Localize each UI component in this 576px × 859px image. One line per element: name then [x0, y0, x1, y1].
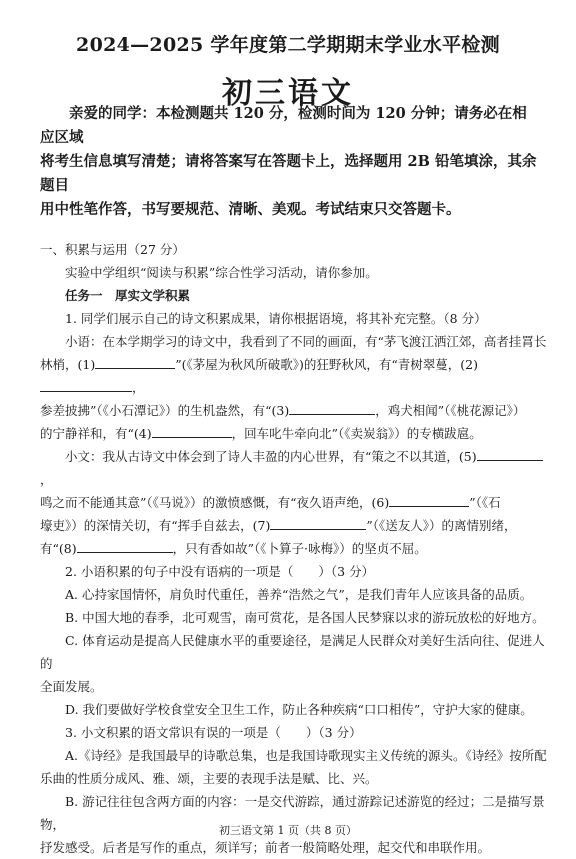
q2-option-c: C. 体育运动是提高人民健康水平的重要途径，是满足人民群众对美好生活向往、促进人的 — [40, 633, 545, 671]
text-run: 有“(8) — [40, 541, 77, 556]
notice-line: 将考生信息填写清楚；请将答案写在答题卡上，选择题用 2B 铅笔填涂，其余题目 — [40, 153, 537, 194]
q2-option-b: B. 中国大地的春季，北可观雪，南可赏花，是各国人民梦寐以求的游玩放松的好地方。 — [65, 610, 545, 625]
answer-blank-1[interactable] — [95, 354, 175, 369]
q3-option-a-cont: 乐曲的性质分成风、雅、颂，主要的表现手法是赋、比、兴。 — [40, 771, 378, 786]
section-heading: 一、积累与运用（27 分） — [40, 242, 185, 257]
question-3-stem: 3. 小文积累的语文常识有误的一项是（ ）（3 分） — [65, 725, 362, 740]
q1-xiaoyu-line — [40, 399, 548, 422]
text-run: ， — [40, 472, 53, 487]
q1-xiaowen-line — [40, 491, 548, 514]
answer-blank-3[interactable] — [289, 400, 375, 415]
q1-xiaoyu-line — [40, 422, 548, 445]
text-run: 壕吏》）的深情关切，有“挥手自兹去，(7) — [40, 518, 271, 533]
q2-option-a: A. 心持家国情怀，肩负时代重任，善养“浩然之气”，是我们青年人应该具备的品质。 — [65, 587, 533, 602]
answer-blank-8[interactable] — [77, 538, 173, 553]
answer-blank-7[interactable] — [270, 515, 366, 530]
text-run: 小文：我从古诗文中体会到了诗人丰盈的内心世界，有“策之不以其道，(5) — [65, 449, 477, 464]
answer-blank-2[interactable] — [40, 377, 132, 392]
text-run: ”(《茅屋为秋风所破歌》)的狂野秋风，有“青树翠蔓，(2) — [175, 357, 478, 372]
text-run: ，只有香如故”（《卜算子·咏梅》）的坚贞不屈。 — [172, 541, 427, 556]
exam-notice — [40, 102, 540, 222]
text-run: ”（《送友人》）的离情别绪， — [366, 518, 517, 533]
text-run: 林梢，(1) — [40, 357, 96, 372]
exam-title: 2024—2025 学年度第二学期期末学业水平检测 — [76, 34, 500, 56]
q3-option-b: B. 游记往往包含两方面的内容：一是交代游踪，通过游踪记述游览的经过；二是描写景物， — [40, 794, 545, 832]
q3-option-a: A.《诗经》是我国最早的诗歌总集，也是我国诗歌现实主义传统的源头。《诗经》按所配 — [65, 748, 547, 763]
notice-line: 亲爱的同学：本检测题共 120 分，检测时间为 120 分钟；请务必在相应区域 — [40, 105, 527, 146]
text-run: ， — [132, 380, 145, 395]
q2-option-d: D. 我们要做好学校食堂安全卫生工作，防止各种疾病“口口相传”，守护大家的健康。 — [65, 702, 533, 717]
q1-xiaoyu-line: 小语：在本学期学习的诗文中，我看到了不同的画面，有“茅飞渡江洒江郊，高者挂罥长 — [65, 334, 547, 349]
question-1-stem: 1. 同学们展示自己的诗文积累成果，请你根据语境，将其补充完整。（8 分） — [65, 311, 487, 326]
text-run: 参差披拂”（《小石潭记》）的生机盎然，有“(3) — [40, 403, 290, 418]
q1-xiaowen-line — [40, 537, 548, 560]
answer-blank-4[interactable] — [152, 423, 232, 438]
page-footer: 初三语文第 1 页（共 8 页） — [219, 824, 357, 837]
notice-line: 用中性笔作答，书写要规范、清晰、美观。考试结束只交答题卡。 — [40, 201, 461, 218]
text-run: 的宁静祥和，有“(4) — [40, 426, 152, 441]
q3-option-b-cont: 抒发感受。后者是写作的重点，须详写；前者一般简略处理，起交代和串联作用。 — [40, 840, 491, 855]
q1-xiaoyu-line — [40, 353, 548, 399]
section-1 — [40, 238, 548, 859]
q1-xiaowen-line — [40, 445, 548, 491]
task-heading: 任务一 厚实文学积累 — [65, 288, 191, 303]
text-run: 鸣之而不能通其意”（《马说》）的激愤感慨，有“夜久语声绝，(6) — [40, 495, 390, 510]
question-2-stem: 2. 小语积累的句子中没有语病的一项是（ ）（3 分） — [65, 564, 375, 579]
text-run: ，回车叱牛牵向北”（《卖炭翁》）的专横跋扈。 — [231, 426, 482, 441]
text-run: ”（《石 — [469, 495, 501, 510]
q2-option-c-cont: 全面发展。 — [40, 679, 103, 694]
answer-blank-6[interactable] — [389, 492, 469, 507]
answer-blank-5[interactable] — [477, 446, 543, 461]
q1-xiaowen-line — [40, 514, 548, 537]
subject-title: 初三语文 — [222, 76, 354, 111]
section-intro: 实验中学组织“阅读与积累”综合性学习活动，请你参加。 — [65, 265, 378, 280]
text-run: ，鸡犬相闻”（《桃花源记》） — [375, 403, 526, 418]
